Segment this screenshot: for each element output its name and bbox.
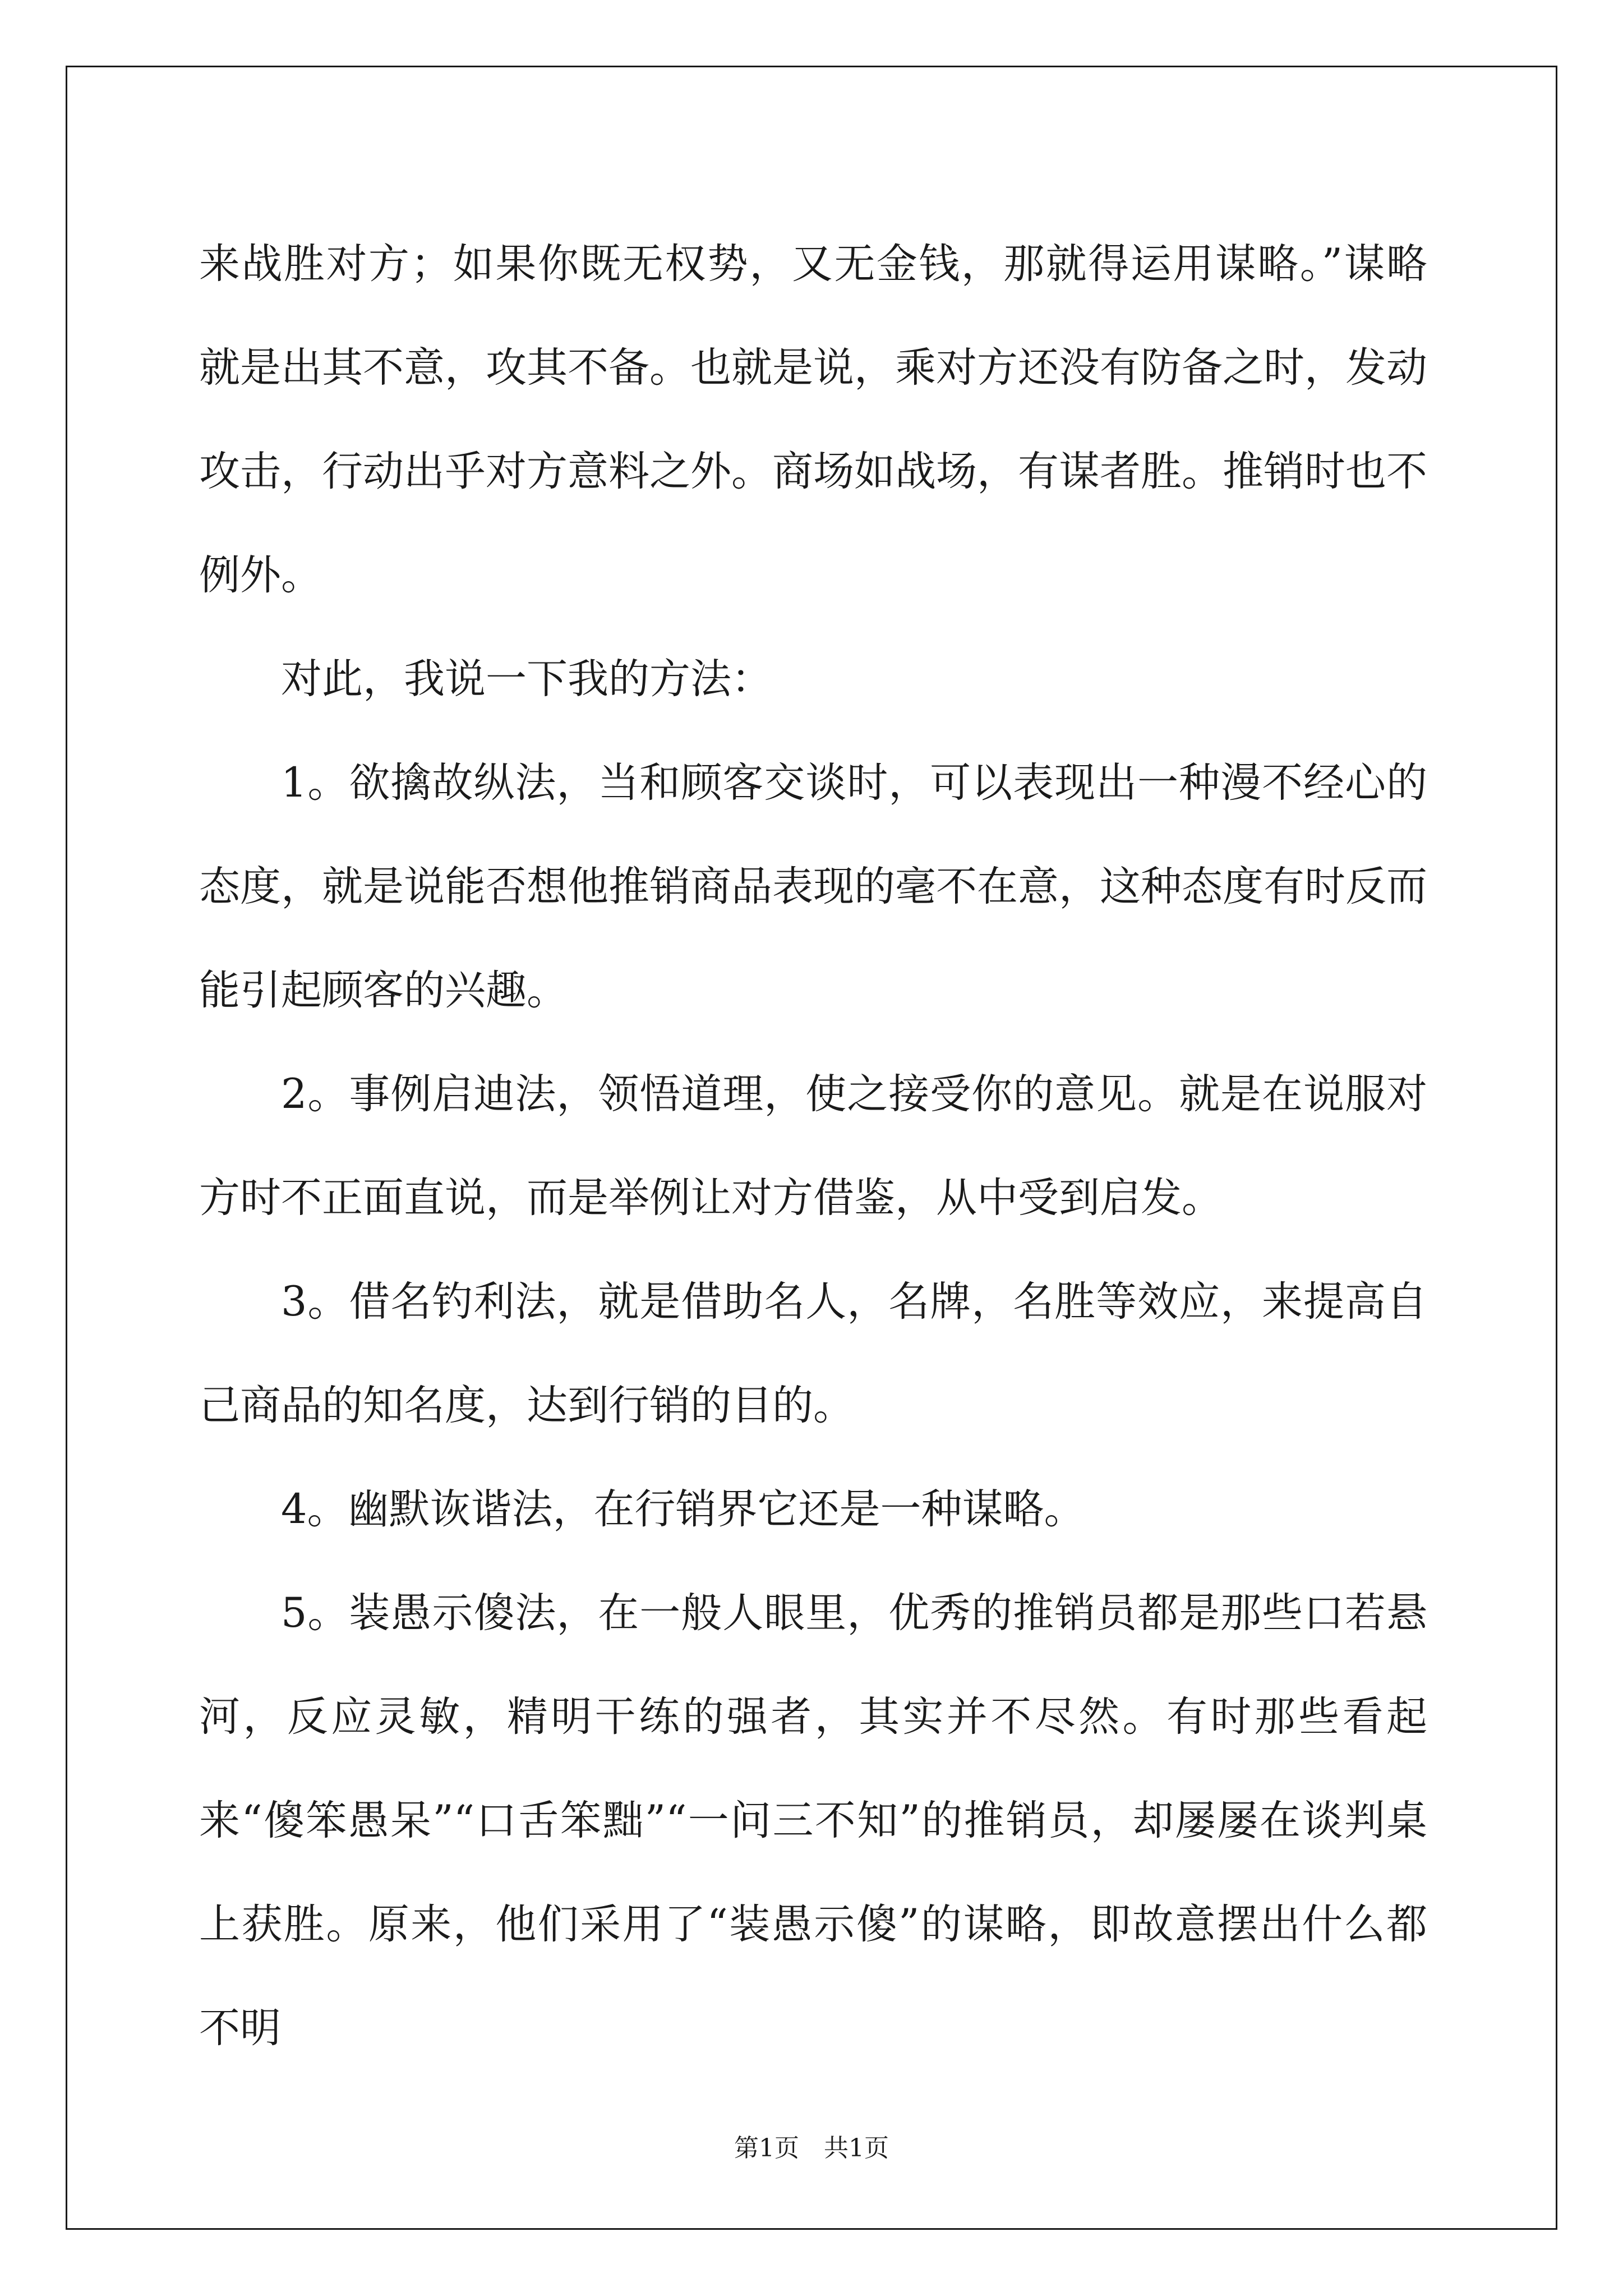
paragraph-1: 来战胜对方；如果你既无权势，又无金钱，那就得运用谋略。”谋略就是出其不意，攻其不备。也就是说，乘对方还没有防备之时，发动攻击，行动出乎对方意料之外。商场如战场，有谋者胜。推销时也不例外。 — [199, 240, 1427, 599]
paragraph-5: 3。借名钓利法，就是借助名人，名牌，名胜等效应，来提高自己商品的知名度，达到行销的目的。 — [199, 1278, 1427, 1429]
document-body — [199, 212, 1427, 2080]
paragraph-6: 4。幽默诙谐法，在行销界它还是一种谋略。 — [281, 1485, 1085, 1533]
page-footer — [0, 2132, 1623, 2165]
paragraph-7: 5。装愚示傻法，在一般人眼里，优秀的推销员都是那些口若悬河，反应灵敏，精明干练的强者，其实并不尽然。有时那些看起来“傻笨愚呆”“口舌笨黜”“一问三不知”的推销员，却屡屡在谈判桌上获胜。原来，他们采用了“装愚示傻”的谋略，即故意摆出什么都不明 — [199, 1589, 1427, 2052]
page-number-current: 第1页 — [734, 2134, 799, 2162]
paragraph-4: 2。事例启迪法，领悟道理，使之接受你的意见。就是在说服对方时不正面直说，而是举例让对方借鉴，从中受到启发。 — [199, 1070, 1427, 1222]
page-number-total: 共1页 — [824, 2134, 889, 2162]
paragraph-2: 对此，我说一下我的方法： — [281, 655, 772, 703]
paragraph-3: 1。欲擒故纵法，当和顾客交谈时，可以表现出一种漫不经心的态度，就是说能否想他推销商品表现的毫不在意，这种态度有时反而能引起顾客的兴趣。 — [199, 759, 1427, 1014]
